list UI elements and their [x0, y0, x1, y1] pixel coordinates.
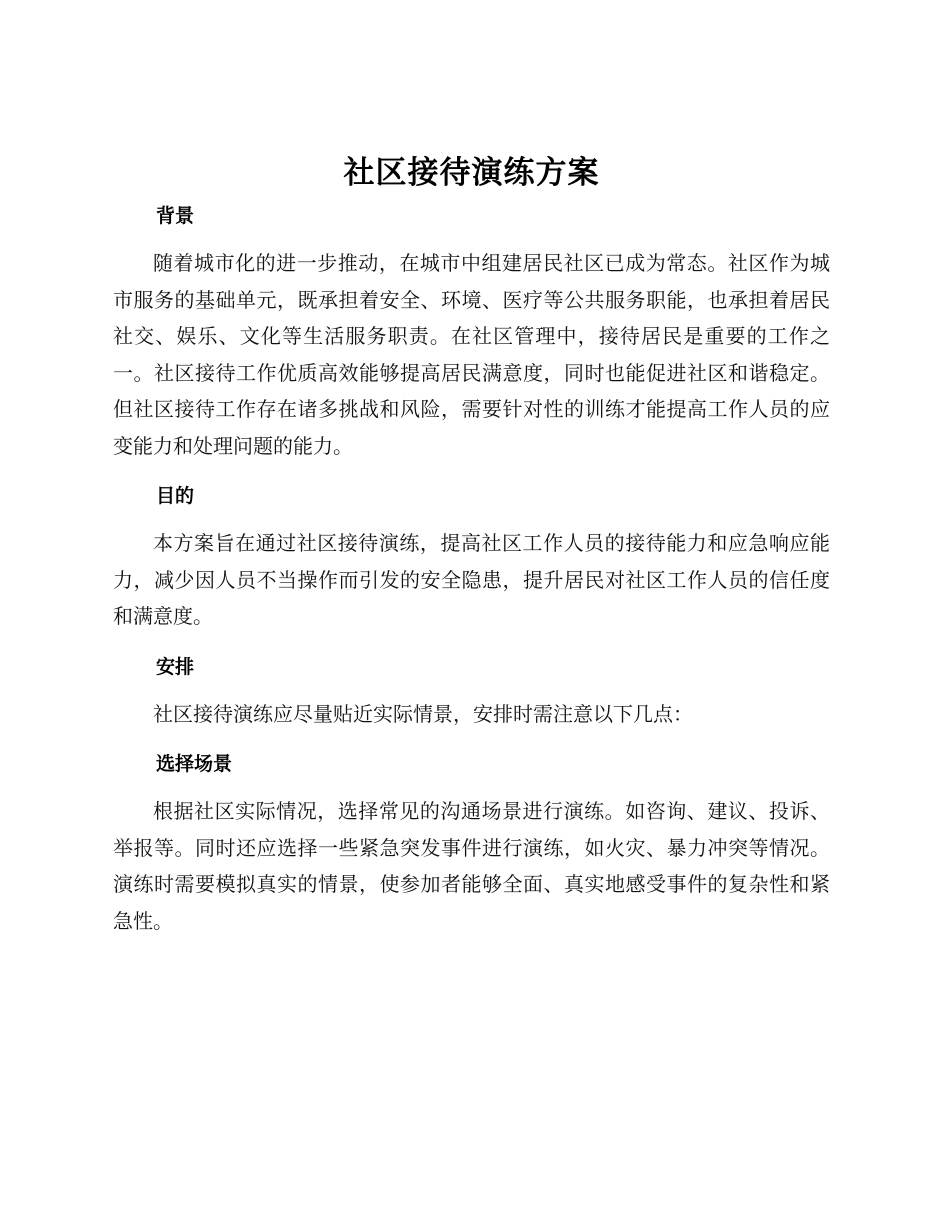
- spacer: [113, 232, 830, 245]
- section-paragraph-background: 随着城市化的进一步推动，在城市中组建居民社区已成为常态。社区作为城市服务的基础单元，既承担着安全、环境、医疗等公共服务职能，也承担着居民社交、娱乐、文化等生活服务职责。在社区管理中，接待居民是重要的工作之一。社区接待工作优质高效能够提高居民满意度，同时也能促进社区和谐稳定。但社区接待工作存在诸多挑战和风险，需要针对性的训练才能提高工作人员的应变能力和处理问题的能力。: [113, 251, 830, 458]
- section-paragraph-purpose: 本方案旨在通过社区接待演练，提高社区工作人员的接待能力和应急响应能力，减少因人员不当操作而引发的安全隐患，提升居民对社区工作人员的信任度和满意度。: [113, 531, 830, 628]
- spacer: [113, 635, 830, 651]
- section-heading-select-scenario: 选择场景: [156, 753, 233, 775]
- section-heading-purpose: 目的: [156, 485, 195, 507]
- section-heading-background: 背景: [156, 205, 195, 227]
- spacer: [113, 512, 830, 525]
- document-title: 社区接待演练方案: [343, 155, 600, 191]
- spacer: [113, 732, 830, 748]
- spacer: [113, 464, 830, 480]
- section-paragraph-arrangement: 社区接待演练应尽量贴近实际情景，安排时需注意以下几点：: [153, 701, 693, 726]
- section-heading-arrangement: 安排: [156, 655, 195, 678]
- spacer: [113, 780, 830, 793]
- section-paragraph-select-scenario: 根据社区实际情况，选择常见的沟通场景进行演练。如咨询、建议、投诉、举报等。同时还应选择一些紧急突发事件进行演练，如火灾、暴力冲突等情况。演练时需要模拟真实的情景，使参加者能够全面、真实地感受事件的复杂性和紧急性。: [113, 799, 830, 933]
- document-body: [113, 150, 830, 939]
- spacer: [113, 683, 830, 696]
